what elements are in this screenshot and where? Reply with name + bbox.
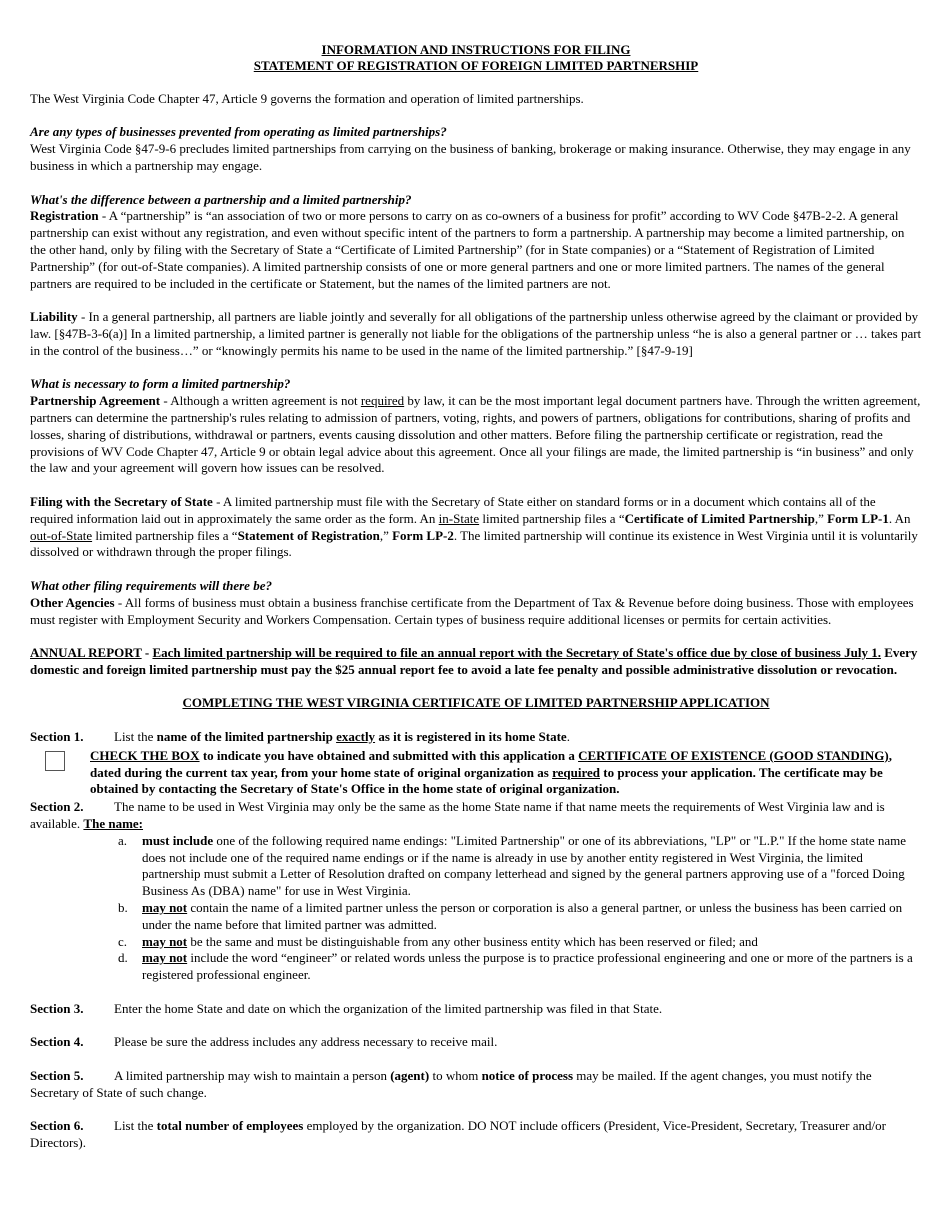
s1-bold: name of the limited partnership xyxy=(156,729,337,745)
filing-text: - A limited partnership must file with the Secretary of State either on standard forms or in a document which contains all of the required information laid out in approximately the same order as the form. An xyxy=(30,493,876,526)
liability-label: Liability xyxy=(30,309,78,325)
filing-instate: in-State xyxy=(438,510,480,526)
answer-business-types: West Virginia Code §47-9-6 precludes limited partnerships from carrying on the business of banking, brokerage or making insurance. Otherwise, they may engage in any business in which a partnership may engage. xyxy=(30,141,911,173)
question-difference: What's the difference between a partnership and a limited partnership? xyxy=(30,191,412,207)
list-item xyxy=(30,900,922,934)
s5-notice: notice of process xyxy=(481,1068,574,1084)
intro-paragraph: The West Virginia Code Chapter 47, Article 9 governs the formation and operation of limited partnerships. xyxy=(30,90,584,106)
list-text: one of the following required name endings: "Limited Partnership" or one of its abbreviations, "LP" or "L.P." If the home state name does not include one of the required name endings or if the name is already in use by another entity registered in West Virginia, the limited partnership must submit a Letter of Resolution drafted on company letterhead and signed by the general partners approving use of a "forced Doing Business As (DBA) name" for use in West Virginia. xyxy=(142,832,907,899)
question-form-lp: What is necessary to form a limited partnership? xyxy=(30,376,291,392)
s1-bold: as it is registered in its home State xyxy=(375,729,567,745)
list-text: contain the name of a limited partner unless the person or corporation is also a general partner, or unless the business has been carried on under the name before that limited partner was admitted. xyxy=(142,900,903,932)
check-text: to indicate you have obtained and submitted with this application a xyxy=(199,747,579,763)
s6-text: List the xyxy=(114,1118,157,1134)
list-item xyxy=(30,950,922,984)
s1-exactly: exactly xyxy=(336,729,376,745)
registration-label: Registration xyxy=(30,208,99,224)
registration-text: - A “partnership” is “an association of two or more persons to carry on as co-owners of a business for profit” according to WV Code §47B-2-2. A general partnership can exist without any registration, and even without specific intent of the partners to form a partnership. A partnership may become a limited partnership, on the other hand, only by filing with the Secretary of State a “Certificate of Limited Partnership” (for in State companies) or a “Statement of Registration of Limited Partnership” (for out-of-State companies). A limited partnership consists of one or more general partners and one or more limited partners. The names of the general partners are required to be included in the certificate or Statement, but the names of the limited partners are not. xyxy=(30,208,905,291)
registration-paragraph xyxy=(30,208,922,292)
filing-label: Filing with the Secretary of State xyxy=(30,493,213,509)
agreement-required: required xyxy=(360,393,405,409)
filing-text: . The limited partnership will continue its existence in West Virginia until it is voluntarily dissolved or withdrawn through the proper filings. xyxy=(30,527,918,560)
list-lead: may not xyxy=(142,950,188,966)
section-1-text xyxy=(114,729,570,746)
section-3 xyxy=(30,1001,922,1018)
list-lead: must include xyxy=(142,832,214,848)
s5-text: A limited partnership may wish to maintain a person xyxy=(114,1068,391,1084)
liability-paragraph xyxy=(30,309,922,359)
agencies-label: Other Agencies xyxy=(30,594,115,610)
section-2-text: The name to be used in West Virginia may only be the same as the home State name if that name meets the requirements of West Virginia law and is available. xyxy=(30,799,885,832)
s5-text: may be mailed. If the agent changes, you must notify the Secretary of State of such change. xyxy=(30,1068,872,1100)
section-label: Section 1. xyxy=(30,729,84,745)
name-requirements-list xyxy=(30,833,922,984)
section-label: Section 6. xyxy=(30,1118,84,1134)
list-text: include the word “engineer” or related words unless the purpose is to practice professional engineering and one or more of the partners is a registered professional engineer. xyxy=(142,950,913,983)
form-lp2: Form LP-2 xyxy=(392,527,454,543)
question-other-filing: What other filing requirements will there be? xyxy=(30,577,272,593)
s6-employees: total number of employees xyxy=(156,1118,304,1134)
filing-text: limited partnership files a “ xyxy=(479,510,625,526)
section-label: Section 3. xyxy=(30,1000,84,1016)
header-line-1: INFORMATION AND INSTRUCTIONS FOR FILING xyxy=(321,42,631,57)
filing-outstate: out-of-State xyxy=(30,527,93,543)
certificate-check-row xyxy=(30,748,922,798)
annual-report-deadline: Each limited partnership will be required to file an annual report with the Secretary of State's office due by close of business July 1. xyxy=(152,645,881,661)
section-label: Section 5. xyxy=(30,1068,84,1084)
check-text: to process your application. The certificate may be obtained by contacting the Secretary of State's Office in the home state of original organization. xyxy=(90,764,883,797)
section-6 xyxy=(30,1118,922,1152)
name-heading: The name: xyxy=(83,816,144,832)
certificate-of-existence: CERTIFICATE OF EXISTENCE (GOOD STANDING) xyxy=(578,747,889,763)
check-the-box: CHECK THE BOX xyxy=(90,747,200,763)
s6-text: employed by the organization. DO NOT include officers (President, Vice-President, Secretary, Treasurer and/or Directors). xyxy=(30,1118,886,1151)
section-2 xyxy=(30,799,922,833)
section-label: Section 2. xyxy=(30,799,84,815)
section-3-text: Enter the home State and date on which the organization of the limited partnership was filed in that State. xyxy=(114,1000,663,1016)
annual-sep: - xyxy=(141,645,153,661)
list-item xyxy=(30,934,922,951)
s5-text: to whom xyxy=(429,1068,482,1084)
section-5 xyxy=(30,1068,922,1102)
section-label: Section 4. xyxy=(30,1034,84,1050)
filing-text: ,” xyxy=(814,510,828,526)
question-business-types: Are any types of businesses prevented from operating as limited partnerships? xyxy=(30,124,447,140)
list-marker: d. xyxy=(118,950,128,966)
list-lead: may not xyxy=(142,933,188,949)
section-4 xyxy=(30,1034,922,1051)
list-lead: may not xyxy=(142,900,188,916)
list-text: be the same and must be distinguishable from any other business entity which has been reserved or filed; and xyxy=(187,933,758,949)
list-item xyxy=(30,833,922,900)
agreement-paragraph xyxy=(30,393,922,477)
s5-agent: (agent) xyxy=(390,1068,430,1084)
agreement-text-2: by law, it can be the most important legal document partners have. Through the written agreement, partners can determine the partnership's rules relating to admission of partners, voting, rights, and powers of partners, obligations for contributions, sharing of profits and losses, sharing of distributions, withdrawal or partners, events causing dissolution and other matters. Before filing the partnership certificate or registration, read the provisions of WV Code Chapter 47, Article 9 or obtain legal advice about this agreement. Once all your filings are made, the limited partnership is “in business” and only the law and your agreement will govern how issues can be resolved. xyxy=(30,393,921,476)
section-1 xyxy=(30,729,922,746)
filing-paragraph xyxy=(30,494,922,561)
filing-text: limited partnership files a “ xyxy=(92,527,238,543)
check-text: , dated during the current tax year, from your home state of original organization as xyxy=(90,747,892,780)
certificate-checkbox[interactable] xyxy=(45,751,65,771)
list-marker: c. xyxy=(118,933,128,949)
agencies-paragraph xyxy=(30,595,922,629)
list-marker: a. xyxy=(118,832,128,848)
annual-report-paragraph xyxy=(30,645,922,679)
list-marker: b. xyxy=(118,900,128,916)
filing-text: ,” xyxy=(379,527,393,543)
filing-text: . An xyxy=(888,510,911,526)
section-4-text: Please be sure the address includes any address necessary to receive mail. xyxy=(114,1034,498,1050)
agreement-text-1: - Although a written agreement is not xyxy=(160,393,361,409)
filing-certificate: Certificate of Limited Partnership xyxy=(624,510,815,526)
s1-text: List the xyxy=(114,729,157,745)
form-lp1: Form LP-1 xyxy=(827,510,889,526)
s1-text: . xyxy=(566,729,570,745)
header-line-2: STATEMENT OF REGISTRATION OF FOREIGN LIMITED PARTNERSHIP xyxy=(253,58,699,73)
agencies-text: - All forms of business must obtain a business franchise certificate from the Department of Tax & Revenue before doing business. Those with employees must register with Employment Security and Workers Compensation. Certain types of business require additional licenses or permits for certain activities. xyxy=(30,594,914,627)
liability-text: - In a general partnership, all partners are liable jointly and severally for all obligations of the partnership unless otherwise agreed by the claimant or provided by law. [§47B-3-6(a)] In a limited partnership, a limited partner is generally not liable for the obligations of the partnership unless “he is also a general partner or … takes part in the control of the business…” or “knowingly permits his name to be used in the name of the limited partnership.” [§47-9-19] xyxy=(30,309,922,358)
annual-report-fee: Every domestic and foreign limited partnership must pay the $25 annual report fee to avoid a late fee penalty and possible administrative dissolution or revocation. xyxy=(30,645,918,677)
filing-statement: Statement of Registration xyxy=(237,527,380,543)
agreement-label: Partnership Agreement xyxy=(30,393,161,409)
completing-title: COMPLETING THE WEST VIRGINIA CERTIFICATE OF LIMITED PARTNERSHIP APPLICATION xyxy=(182,695,770,711)
instructions-page xyxy=(30,42,922,1152)
check-required: required xyxy=(552,764,600,780)
annual-report-label: ANNUAL REPORT xyxy=(30,645,142,661)
